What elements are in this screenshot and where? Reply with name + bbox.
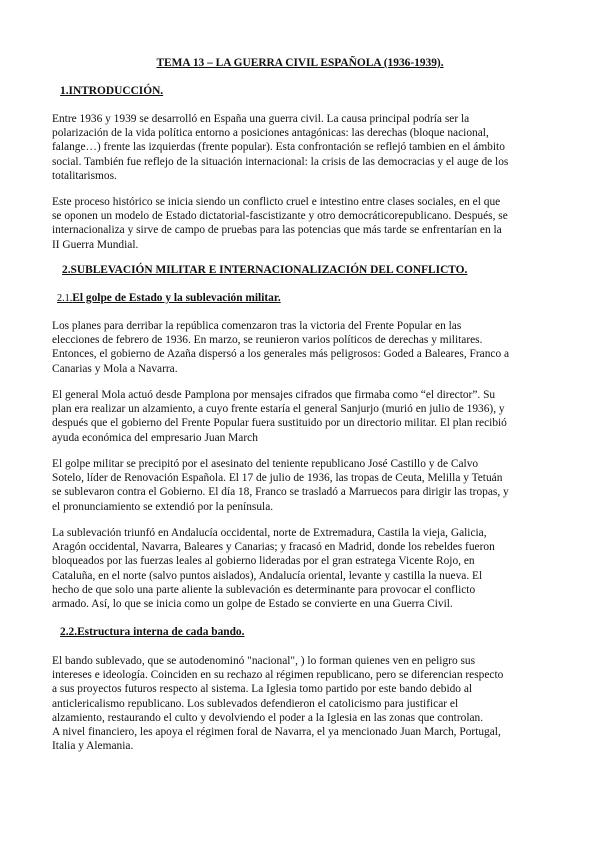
text-line: El bando sublevado, que se autodenominó "nacional", ) lo forman quienes ven en peligro sus bbox=[52, 655, 476, 667]
heading-golpe-de-estado bbox=[57, 292, 281, 304]
text-line: El general Mola actuó desde Pamplona por mensajes cifrados que firmaba como “el director”. Su bbox=[52, 389, 496, 401]
text-line: Este proceso histórico se inicia siendo un conflicto cruel e intestino entre clases sociales, en el que bbox=[52, 196, 501, 208]
text-line: bloqueados por las fuerzas leales al gobierno lideradas por el gran estratega Vicente Rojo, en bbox=[52, 555, 475, 568]
heading-introduccion: 1.INTRODUCCIÓN. bbox=[60, 85, 164, 97]
text-line: intereses e ideología. Coinciden en su rechazo al régimen republicano, pero se diferencian respecto bbox=[52, 669, 504, 682]
text-line: Entonces, el gobierno de Azaña dispersó a los generales más peligrosos: Goded a Baleares, Franco a bbox=[52, 348, 510, 361]
text-line: a sus proyectos futuros respecto al sistema. La Iglesia tomo partido por este bando debido al bbox=[52, 683, 473, 696]
paragraph-intro-1 bbox=[52, 112, 548, 183]
text-line: II Guerra Mundial. bbox=[52, 238, 139, 251]
paragraph-golpe-2 bbox=[52, 388, 548, 445]
text-line: social. También fue reflejo de la situación internacional: la crisis de las democracias y el auge de los bbox=[52, 155, 509, 168]
heading-sublevacion: 2.SUBLEVACIÓN MILITAR E INTERNACIONALIZACIÓN DEL CONFLICTO. bbox=[62, 264, 468, 276]
text-line: el pronunciamiento se extendió por la península. bbox=[52, 500, 274, 513]
text-line: internacionaliza y sirve de campo de pruebas para las potencias que más tarde se enfrentarían en la bbox=[52, 224, 502, 237]
section-heading-text: El golpe de Estado y la sublevación militar. bbox=[72, 292, 281, 304]
text-line: se oponen un modelo de Estado dictatorial-fascistizante y otro democráticorepublicano. Después, se bbox=[52, 210, 508, 223]
text-line: Cataluña, en el norte (salvo puntos aislados), Andalucía oriental, levante y castilla la nueva. El bbox=[52, 569, 483, 582]
paragraph-estructura-1 bbox=[52, 654, 548, 753]
text-line: elecciones de febrero de 1936. En marzo, se reunieron varios políticos de derechas y militares. bbox=[52, 334, 483, 347]
paragraph-intro-2 bbox=[52, 195, 548, 252]
paragraph-golpe-3 bbox=[52, 457, 548, 514]
paragraph-golpe-1 bbox=[52, 319, 548, 376]
document-title: TEMA 13 – LA GUERRA CIVIL ESPAÑOLA (1936-1939). bbox=[156, 57, 444, 69]
text-line: Entre 1936 y 1939 se desarrolló en España una guerra civil. La causa principal podría ser la bbox=[52, 113, 470, 125]
paragraph-golpe-4 bbox=[52, 526, 548, 611]
text-line: El golpe militar se precipitó por el asesinato del teniente republicano José Castillo y de Calvo bbox=[52, 458, 479, 470]
text-line: alzamiento, restaurando el culto y devolviendo el poder a la Iglesia en las zonas que controlan. bbox=[52, 711, 484, 724]
text-line: plan era realizar un alzamiento, a cuyo frente estaría el general Sanjurjo (murió en julio de 1936), y bbox=[52, 403, 505, 416]
text-line: polarización de la vida política entorno a posiciones antagónicas: las derechas (bloque nacional, bbox=[52, 127, 489, 140]
text-line: falange…) frente las izquierdas (frente popular). Esta confrontación se reflejó tambien en el ámbito bbox=[52, 141, 505, 154]
text-line: hecho de que solo una parte aliente la sublevación es determinante para provocar el conflicto bbox=[52, 583, 476, 596]
text-line: A nivel financiero, les apoya el régimen foral de Navarra, el ya mencionado Juan March, Portugal, bbox=[52, 726, 501, 739]
section-number: 2.1. bbox=[57, 293, 73, 304]
text-line: anticlericalismo republicano. Los sublevados defendieron el catolicismo para justificar el bbox=[52, 697, 459, 710]
text-line: Sotelo, líder de Renovación Española. El 17 de julio de 1936, las tropas de Ceuta, Melilla y Tetuán bbox=[52, 472, 503, 485]
text-line: después que el gobierno del Frente Popular fuera sustituido por un directorio militar. El plan recibió bbox=[52, 417, 507, 430]
text-line: Los planes para derribar la república comenzaron tras la victoria del Frente Popular en las bbox=[52, 320, 462, 332]
text-line: armado. Así, lo que se inicia como un golpe de Estado se convierte en una Guerra Civil. bbox=[52, 598, 453, 611]
text-line: ayuda económica del empresario Juan March bbox=[52, 431, 258, 444]
text-line: Italia y Alemania. bbox=[52, 740, 134, 753]
text-line: La sublevación triunfó en Andalucía occidental, norte de Extremadura, Castila la vieja, Galicia, bbox=[52, 527, 487, 539]
text-line: Canarias y Mola a Navarra. bbox=[52, 362, 178, 375]
text-line: totalitarismos. bbox=[52, 169, 117, 182]
text-line: Aragón occidental, Navarra, Baleares y Canarias; y fracasó en Madrid, donde los rebeldes fueron bbox=[52, 541, 495, 554]
heading-estructura-interna: 2.2.Estructura interna de cada bando. bbox=[60, 626, 245, 638]
text-line: se sublevaron contra el Gobierno. El día 18, Franco se trasladó a Marruecos para dirigir las tropas, y bbox=[52, 486, 509, 499]
